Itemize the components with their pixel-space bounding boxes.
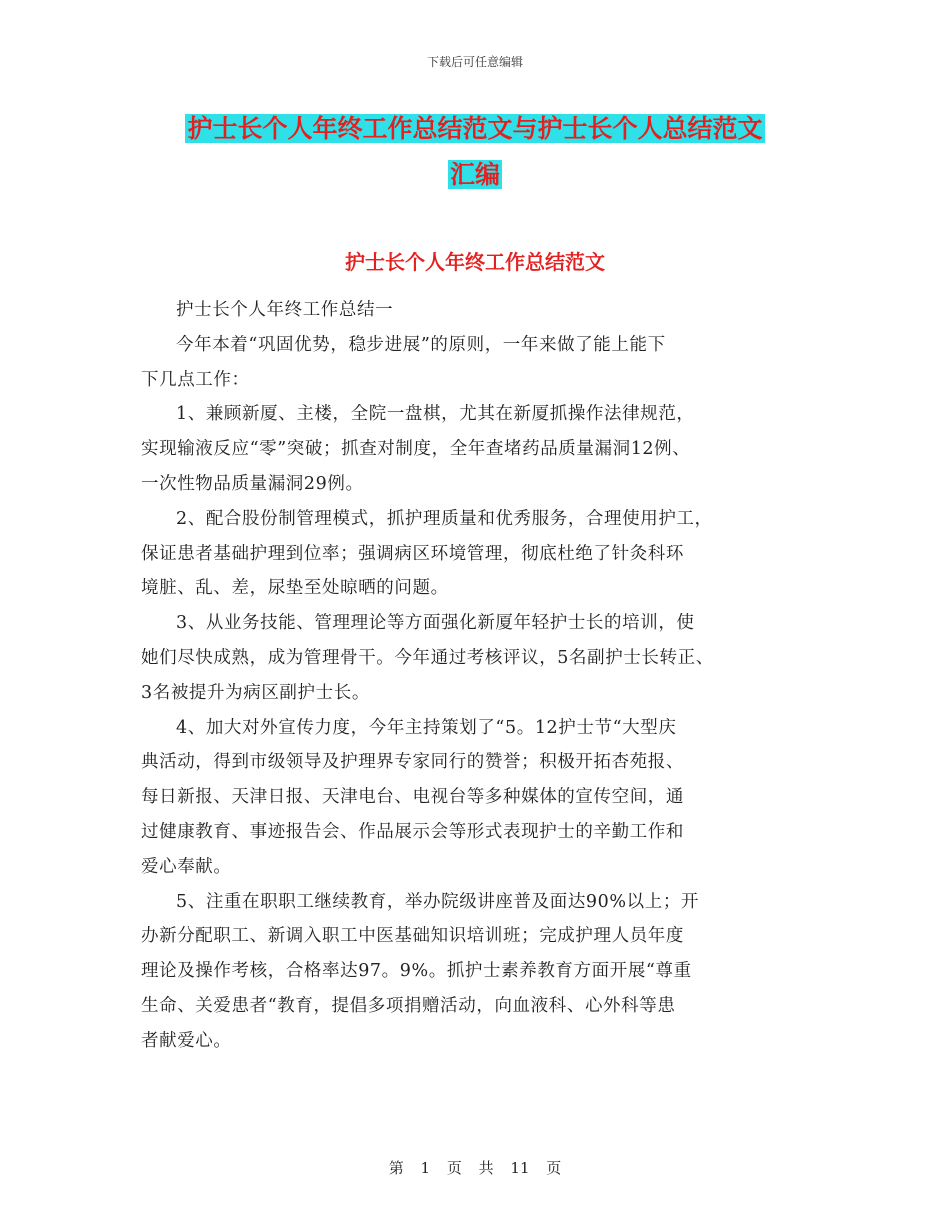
paragraph-line: 一次性物品质量漏洞29例。: [141, 473, 364, 494]
paragraph-line: 过健康教育、事迹报告会、作品展示会等形式表现护士的辛勤工作和: [141, 821, 684, 842]
paragraph-line: 她们尽快成熟，成为管理骨干。今年通过考核评议，5名副护士长转正、: [141, 647, 714, 668]
document-title-line-1: 护士长个人年终工作总结范文与护士长个人总结范文: [187, 114, 763, 143]
body-text: [141, 293, 821, 1059]
paragraph: [141, 606, 821, 710]
paragraph: [141, 293, 821, 328]
paragraph-line: 境脏、乱、差，尿垫至处晾晒的问题。: [141, 578, 449, 599]
document-title: [0, 106, 950, 198]
footer-ye: 页: [446, 1159, 462, 1177]
section-title: 护士长个人年终工作总结范文: [345, 250, 605, 274]
footer-total-pages: 11: [510, 1159, 530, 1177]
paragraph: [141, 397, 821, 501]
paragraph-line: 爱心奉献。: [141, 856, 232, 877]
document-title-line-2: 汇编: [449, 160, 500, 189]
footer-gong: 共: [478, 1159, 494, 1177]
paragraph-line: 护士长个人年终工作总结一: [176, 300, 394, 320]
footer-di: 第: [388, 1159, 404, 1177]
paragraph-line: 实现输液反应“零”突破；抓查对制度，全年查堵药品质量漏洞12例、: [141, 439, 691, 460]
paragraph-line: 4、加大对外宣传力度，今年主持策划了“5。12护士节“大型庆: [176, 717, 677, 738]
paragraph-line: 保证患者基础护理到位率；强调病区环境管理，彻底杜绝了针灸科环: [141, 543, 684, 564]
paragraph-line: 2、配合股份制管理模式，抓护理质量和优秀服务，合理使用护工，: [176, 508, 713, 529]
paragraph: [141, 502, 821, 606]
paragraph-line: 5、注重在职职工继续教育，举办院级讲座普及面达90%以上；开: [176, 891, 700, 912]
paragraph: [141, 328, 821, 398]
footer-page-number: 1: [420, 1159, 431, 1177]
paragraph: [141, 711, 821, 885]
paragraph-line: 典活动，得到市级领导及护理界专家同行的赞誉；积极开拓杏苑报、: [141, 752, 684, 773]
page-footer: [0, 1157, 950, 1178]
paragraph-line: 理论及操作考核，合格率达97。9%。抓护士素养教育方面开展“尊重: [141, 961, 692, 982]
paragraph-line: 下几点工作：: [141, 369, 250, 390]
paragraph: [141, 885, 821, 1059]
footer-ye-2: 页: [546, 1159, 562, 1177]
paragraph-line: 每日新报、天津日报、天津电台、电视台等多种媒体的宣传空间，通: [141, 787, 684, 808]
paragraph-line: 生命、关爱患者“教育，提倡多项捐赠活动，向血液科、心外科等患: [141, 995, 676, 1016]
paragraph-line: 3名被提升为病区副护士长。: [141, 682, 370, 703]
paragraph-line: 1、兼顾新厦、主楼，全院一盘棋，尤其在新厦抓操作法律规范，: [176, 404, 695, 425]
paragraph-line: 今年本着“巩固优势，稳步进展”的原则，一年来做了能上能下: [176, 334, 666, 355]
header-note: 下载后可任意编辑: [426, 55, 523, 69]
paragraph-line: 办新分配职工、新调入职工中医基础知识培训班；完成护理人员年度: [141, 926, 684, 947]
paragraph-line: 3、从业务技能、管理理论等方面强化新厦年轻护士长的培训，使: [176, 613, 695, 634]
paragraph-line: 者献爱心。: [141, 1030, 232, 1051]
